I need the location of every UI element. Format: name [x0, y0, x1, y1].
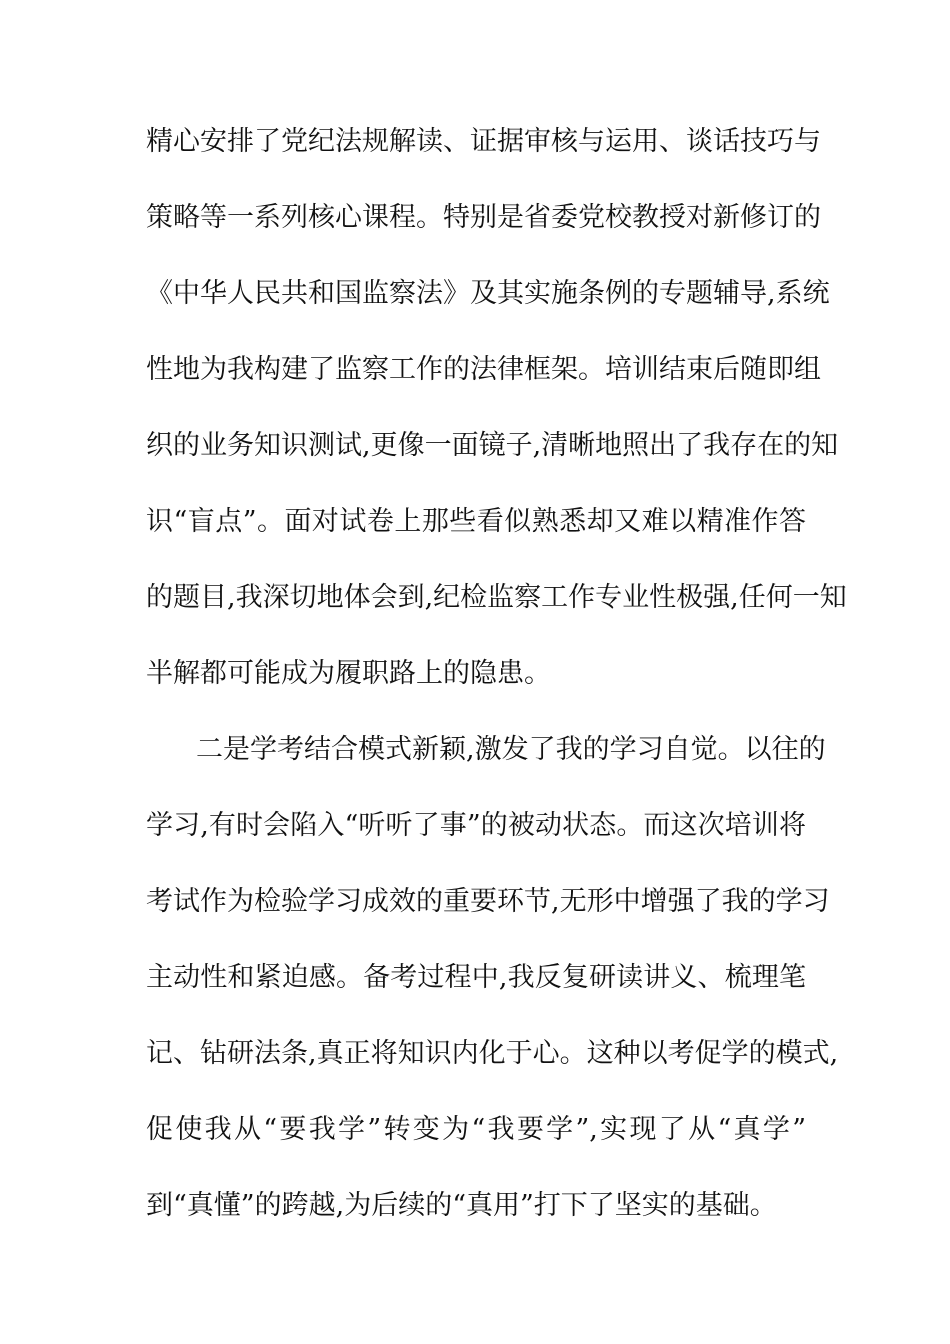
paragraph-line: 学习,有时会陷入“听听了事”的被动状态。而这次培训将	[146, 810, 806, 841]
paragraph-line: 《中华人民共和国监察法》及其实施条例的专题辅导,系统	[146, 278, 830, 309]
paragraph-line: 的题目,我深切地体会到,纪检监察工作专业性极强,任何一知	[146, 582, 847, 613]
paragraph-line: 识“盲点”。面对试卷上那些看似熟悉却又难以精准作答	[146, 506, 806, 537]
paragraph-line: 织的业务知识测试,更像一面镜子,清晰地照出了我存在的知	[146, 430, 839, 461]
paragraph-line: 性地为我构建了监察工作的法律框架。培训结束后随即组	[146, 354, 821, 385]
paragraph-line: 促使我从“要我学”转变为“我要学”,实现了从“真学”	[146, 1114, 806, 1145]
paragraph-line: 记、钻研法条,真正将知识内化于心。这种以考促学的模式,	[146, 1038, 839, 1069]
paragraph-line: 半解都可能成为履职路上的隐患。	[146, 658, 551, 689]
paragraph-line: 主动性和紧迫感。备考过程中,我反复研读讲义、梳理笔	[146, 962, 806, 993]
paragraph-first-line: 二是学考结合模式新颖,激发了我的学习自觉。以往的	[196, 734, 826, 765]
paragraph-line: 策略等一系列核心课程。特别是省委党校教授对新修订的	[146, 202, 821, 233]
paragraph-line: 到“真懂”的跨越,为后续的“真用”打下了坚实的基础。	[146, 1190, 777, 1221]
paragraph-line: 精心安排了党纪法规解读、证据审核与运用、谈话技巧与	[146, 126, 821, 157]
paragraph-line: 考试作为检验学习成效的重要环节,无形中增强了我的学习	[146, 886, 830, 917]
